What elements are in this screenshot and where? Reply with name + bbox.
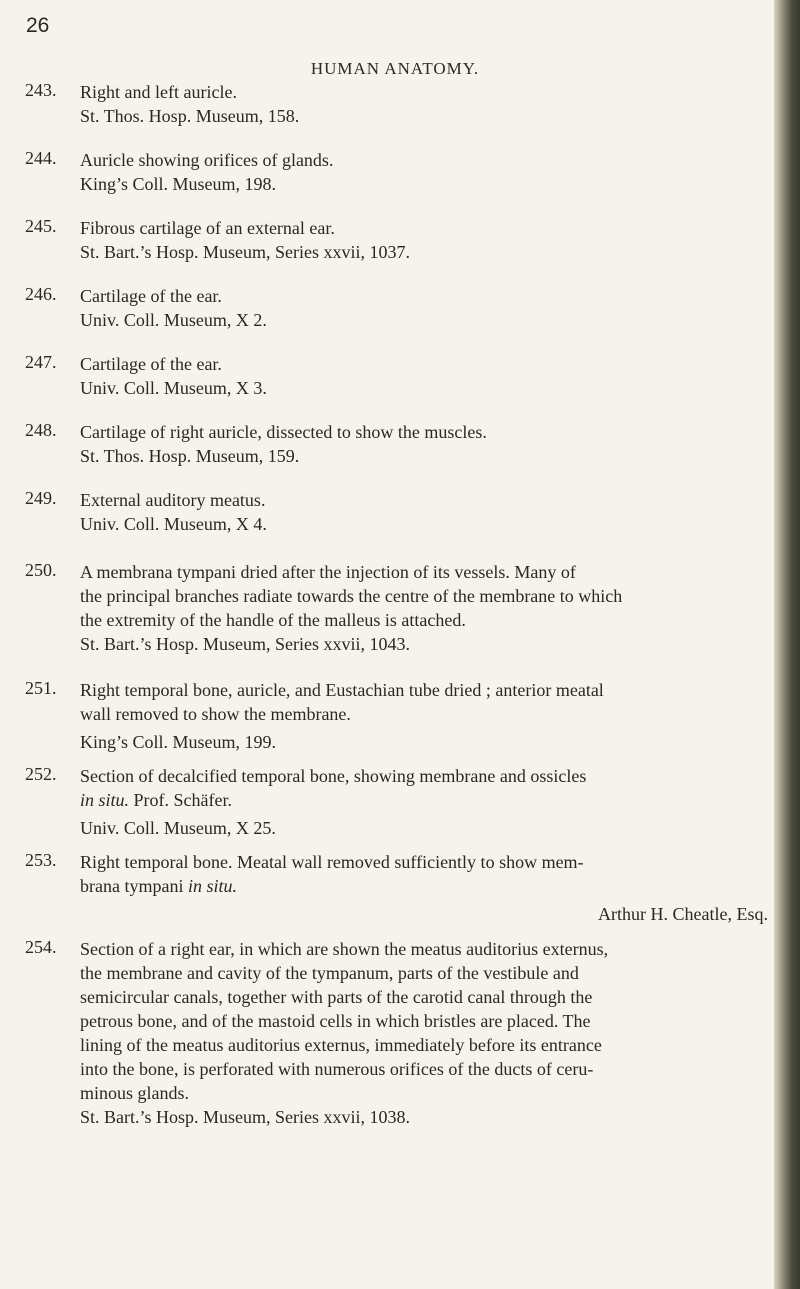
catalogue-entry (25, 850, 768, 926)
entry-number: 252. (25, 764, 57, 784)
entry-description: Cartilage of the ear. (80, 354, 222, 374)
entry-description-line: wall removed to show the membrane. (80, 704, 351, 724)
entry-description: Auricle showing orifices of glands. (80, 150, 334, 170)
running-head: HUMAN ANATOMY. (310, 59, 480, 78)
catalogue-entry (25, 560, 768, 656)
entry-description-line: lining of the meatus auditorius externus, immediately before its entrance (80, 1035, 602, 1055)
entry-description: Right and left auricle. (80, 82, 237, 102)
entry-description-line: the principal branches radiate towards the centre of the membrane to which (80, 586, 623, 606)
page-number: 26 (26, 14, 50, 37)
catalogue-entry (25, 284, 768, 332)
entry-source: St. Bart.’s Hosp. Museum, Series xxvii, 1037. (80, 242, 411, 262)
entry-source: Univ. Coll. Museum, X 3. (80, 378, 267, 398)
entry-description-line: semicircular canals, together with parts of the carotid canal through the (80, 987, 593, 1007)
entry-source: St. Bart.’s Hosp. Museum, Series xxvii, 1038. (80, 1107, 411, 1127)
entry-number: 254. (25, 937, 57, 957)
entry-number: 243. (25, 80, 57, 100)
italic-in-situ: in situ. (80, 790, 130, 810)
entry-number: 250. (25, 560, 57, 580)
catalogue-entry (25, 148, 768, 196)
entry-source: Univ. Coll. Museum, X 25. (80, 818, 276, 838)
catalogue-entry (25, 420, 768, 468)
catalogue-entry (25, 937, 768, 1129)
catalogue-entry (25, 764, 768, 840)
entry-attribution-inline: Prof. Schäfer. (129, 790, 232, 810)
entry-source: Univ. Coll. Museum, X 4. (80, 514, 267, 534)
entry-description-line: Right temporal bone, auricle, and Eustachian tube dried ; anterior meatal (80, 680, 604, 700)
entry-source: Univ. Coll. Museum, X 2. (80, 310, 267, 330)
entry-number: 251. (25, 678, 57, 698)
entry-description-line-2 (80, 788, 768, 812)
entry-source: King’s Coll. Museum, 199. (80, 732, 277, 752)
entry-description-line: Right temporal bone. Meatal wall removed sufficiently to show mem- (80, 852, 584, 872)
catalogue-entry (25, 216, 768, 264)
catalogue-entry (25, 678, 768, 754)
entry-description-line: minous glands. (80, 1083, 190, 1103)
entry-description-line: A membrana tympani dried after the injection of its vessels. Many of (80, 562, 576, 582)
entry-number: 246. (25, 284, 57, 304)
catalogue-entry (25, 488, 768, 536)
entry-description: Cartilage of the ear. (80, 286, 222, 306)
entry-source: St. Thos. Hosp. Museum, 158. (80, 106, 300, 126)
entry-description-line: the membrane and cavity of the tympanum, parts of the vestibule and (80, 963, 579, 983)
entry-description-line: Section of decalcified temporal bone, showing membrane and ossicles (80, 766, 587, 786)
entry-source: King’s Coll. Museum, 198. (80, 174, 277, 194)
entry-text-plain: brana tympani (80, 876, 188, 896)
entry-number: 249. (25, 488, 57, 508)
entry-description: Fibrous cartilage of an external ear. (80, 218, 335, 238)
entry-number: 253. (25, 850, 57, 870)
entry-source: St. Thos. Hosp. Museum, 159. (80, 446, 300, 466)
entry-description: External auditory meatus. (80, 490, 266, 510)
entry-number: 245. (25, 216, 57, 236)
italic-in-situ: in situ. (187, 876, 237, 896)
entry-number: 247. (25, 352, 57, 372)
catalogue-entry (25, 352, 768, 400)
entry-description-line: Section of a right ear, in which are shown the meatus auditorius externus, (80, 939, 609, 959)
entry-description-line: the extremity of the handle of the malleus is attached. (80, 610, 466, 630)
page-edge-shadow (774, 0, 800, 1289)
entry-number: 244. (25, 148, 57, 168)
entry-description-line: into the bone, is perforated with numerous orifices of the ducts of ceru- (80, 1059, 594, 1079)
catalogue-entry (25, 80, 768, 128)
entry-description: Cartilage of right auricle, dissected to show the muscles. (80, 422, 487, 442)
entry-source-right: Arthur H. Cheatle, Esq. (598, 904, 768, 924)
entry-source: St. Bart.’s Hosp. Museum, Series xxvii, 1043. (80, 634, 411, 654)
entry-description-line: petrous bone, and of the mastoid cells in which bristles are placed. The (80, 1011, 591, 1031)
entry-number: 248. (25, 420, 57, 440)
entry-description-line-2 (80, 874, 768, 898)
